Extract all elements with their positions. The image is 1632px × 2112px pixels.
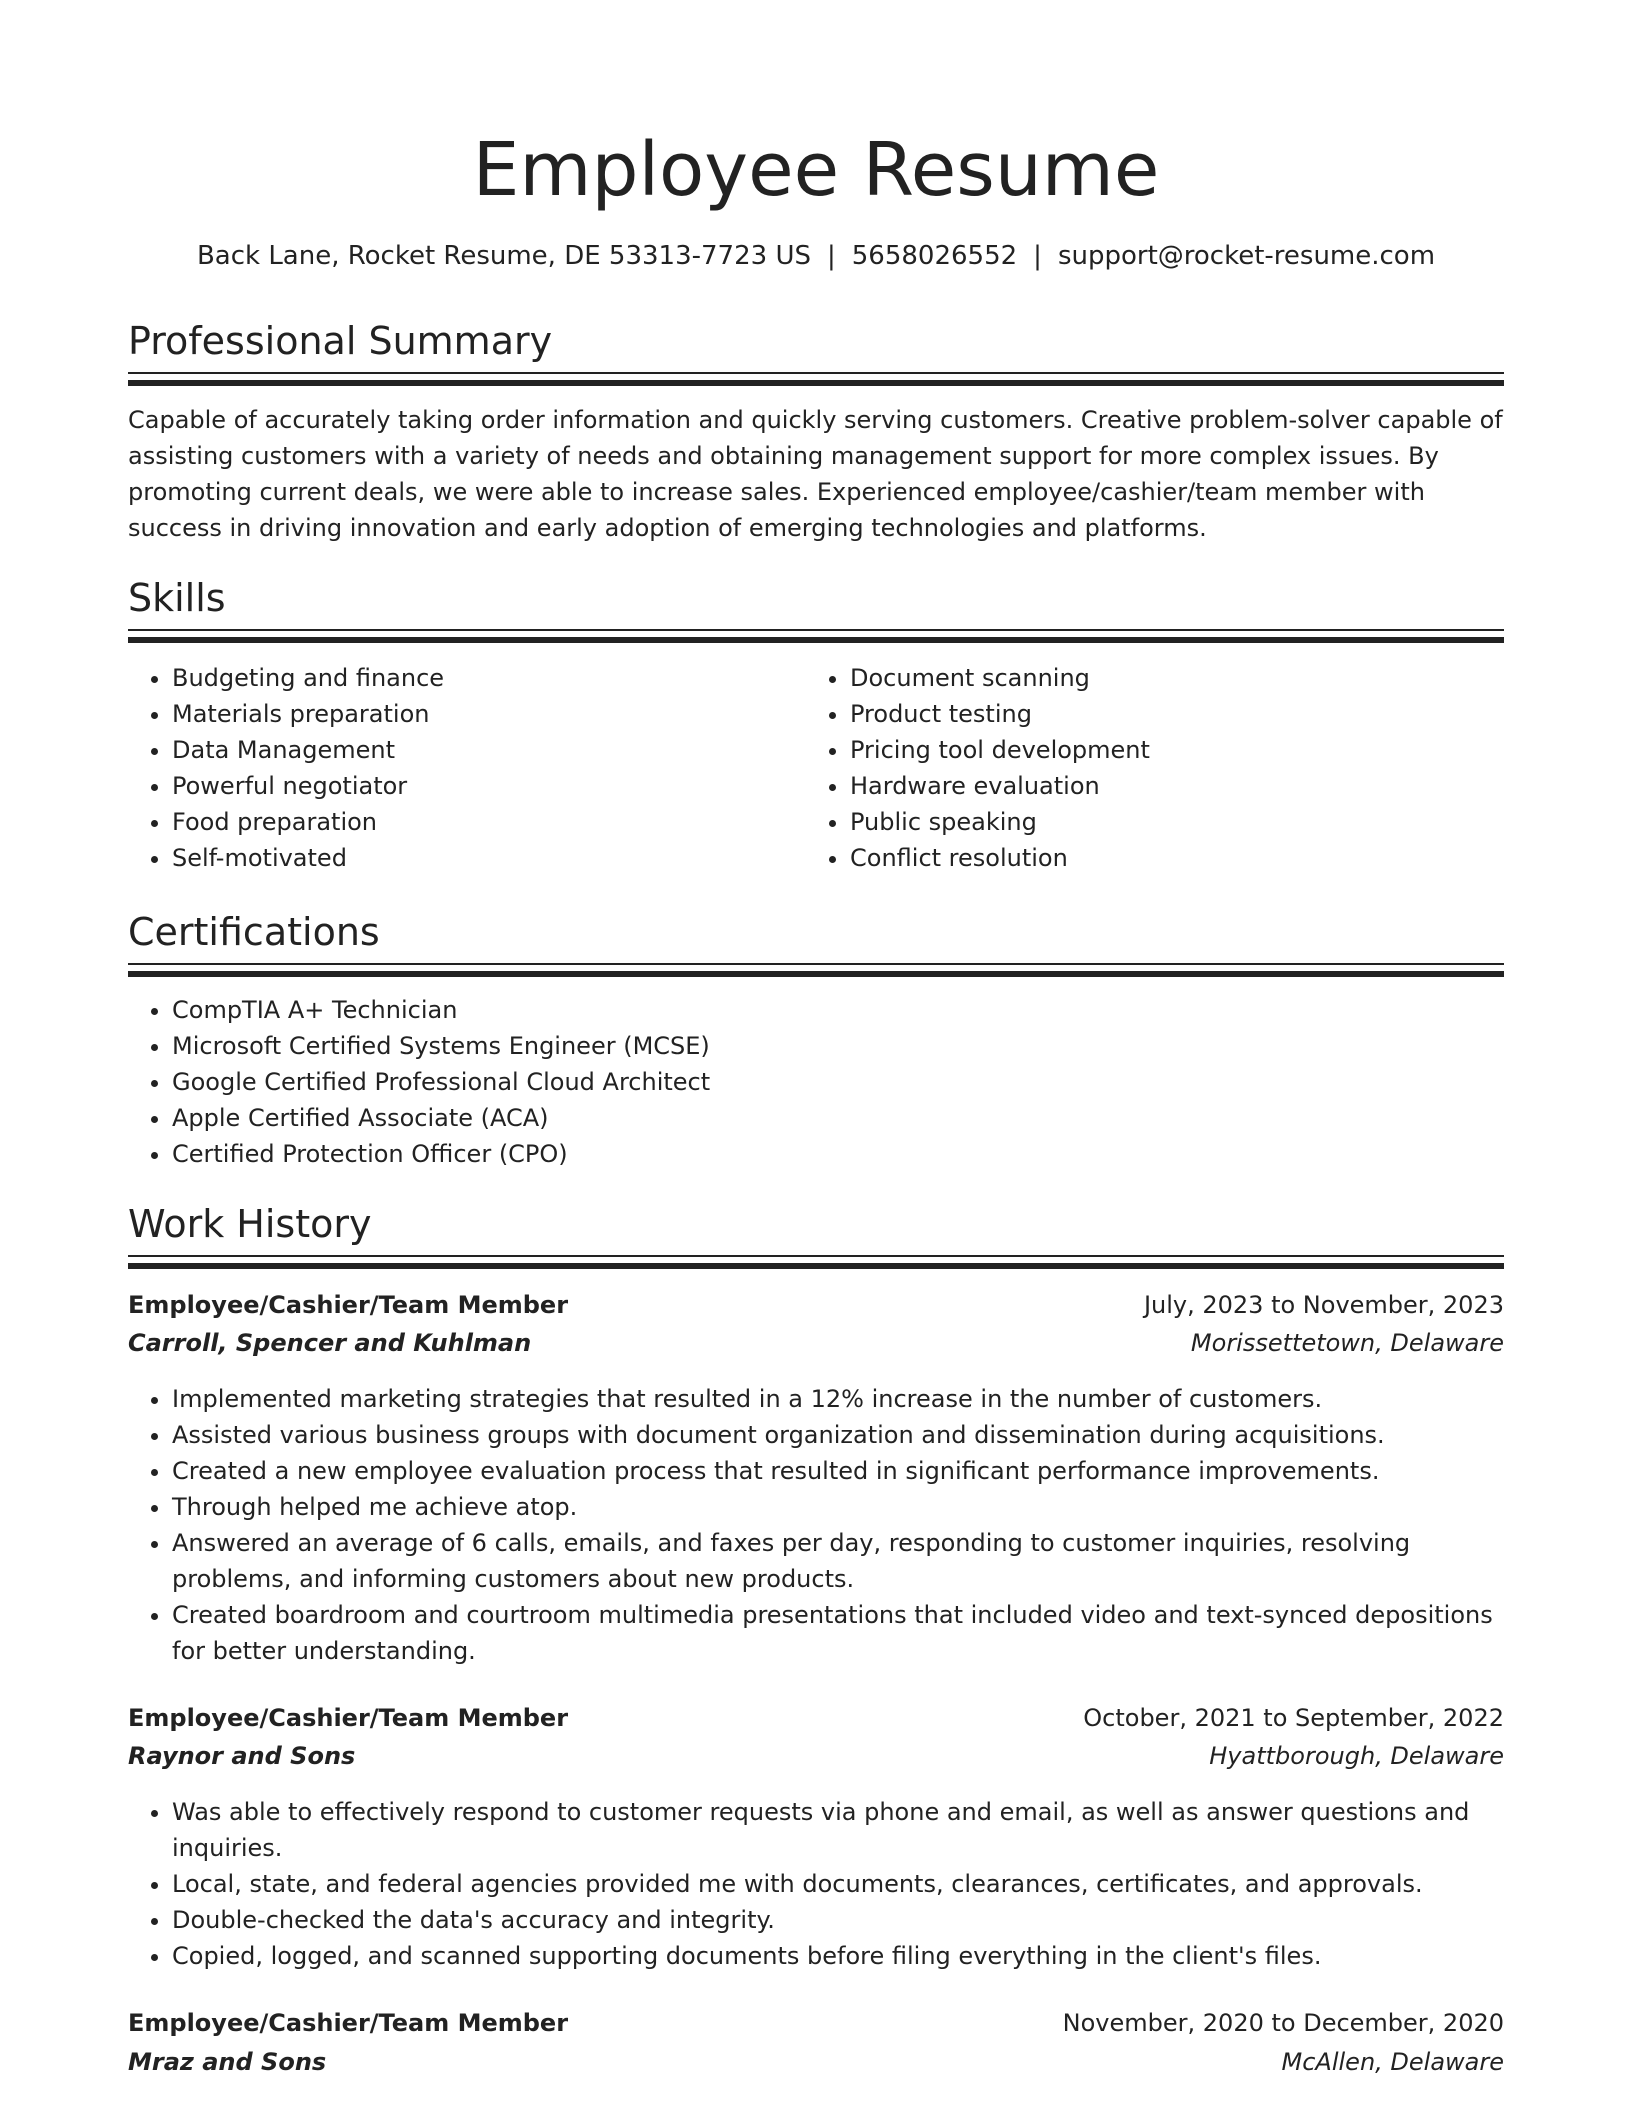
section-title-summary: Professional Summary: [128, 319, 553, 363]
skill-item: • Pricing tool development: [850, 732, 1500, 768]
skill-item: • Materials preparation: [172, 696, 792, 732]
contact-phone: 5658026552: [851, 241, 1018, 271]
contact-separator: |: [1033, 241, 1042, 271]
summary-text: Capable of accurately taking order information and quickly serving customers. Creative problem-solver capable of assisting customers with a variety of needs and obtaining management support for more complex issues. By promoting current deals, we were able to increase sales. Experienced employee/cashier/team member with success in driving innovation and early adoption of emerging technologies and platforms.: [128, 406, 1503, 542]
section-title-skills: Skills: [128, 576, 226, 620]
section-title-certifications: Certifications: [128, 910, 380, 954]
section-divider: [128, 963, 1504, 977]
job-title: Employee/Cashier/Team Member: [128, 1291, 569, 1319]
job-location: Morissettetown, Delaware: [1190, 1329, 1504, 1357]
contact-line: [128, 238, 1504, 274]
job-bullet: • Through helped me achieve atop.: [172, 1489, 1504, 1525]
job-dates: July, 2023 to November, 2023: [1143, 1291, 1504, 1319]
job-bullet: • Assisted various business groups with document organization and dissemination during acquisitions.: [172, 1417, 1504, 1453]
skill-item: • Food preparation: [172, 804, 792, 840]
job-bullets: [128, 1794, 1504, 1974]
job-bullet: • Created boardroom and courtroom multimedia presentations that included video and text-synced depositions for better understanding.: [172, 1597, 1504, 1669]
job-company: Mraz and Sons: [128, 2048, 327, 2076]
job-bullet: • Double-checked the data's accuracy and integrity.: [172, 1902, 1504, 1938]
job-bullets: [128, 1381, 1504, 1669]
section-divider: [128, 629, 1504, 643]
certification-item: • Microsoft Certified Systems Engineer (MCSE): [172, 1028, 1502, 1064]
job-dates: October, 2021 to September, 2022: [1083, 1704, 1504, 1732]
skill-item: • Conflict resolution: [850, 840, 1500, 876]
job-bullet: • Was able to effectively respond to customer requests via phone and email, as well as answer questions and inquiries.: [172, 1794, 1504, 1866]
job-bullet: • Copied, logged, and scanned supporting documents before filing everything in the client's files.: [172, 1938, 1504, 1974]
skills-list-left: [128, 660, 792, 876]
skill-item: • Data Management: [172, 732, 792, 768]
certification-item: • Google Certified Professional Cloud Architect: [172, 1064, 1502, 1100]
section-title-work-history: Work History: [128, 1202, 372, 1246]
contact-address: Back Lane, Rocket Resume, DE 53313-7723 US: [196, 241, 811, 271]
skill-item: • Product testing: [850, 696, 1500, 732]
resume-name: Employee Resume: [472, 127, 1160, 213]
job-bullet: • Local, state, and federal agencies provided me with documents, clearances, certificates, and approvals.: [172, 1866, 1504, 1902]
job-subheader: [128, 1737, 1504, 1775]
contact-email[interactable]: support@rocket-resume.com: [1057, 241, 1436, 271]
job-bullet: • Created a new employee evaluation process that resulted in significant performance improvements.: [172, 1453, 1504, 1489]
job-bullet: • Answered an average of 6 calls, emails, and faxes per day, responding to customer inquiries, resolving problems, and informing customers about new products.: [172, 1525, 1504, 1597]
job-location: McAllen, Delaware: [1281, 2048, 1504, 2076]
job-company: Raynor and Sons: [128, 1742, 356, 1770]
job-title: Employee/Cashier/Team Member: [128, 2009, 569, 2037]
skill-item: • Document scanning: [850, 660, 1500, 696]
skill-item: • Powerful negotiator: [172, 768, 792, 804]
certification-item: • CompTIA A+ Technician: [172, 992, 1502, 1028]
certifications-list: [128, 992, 1502, 1172]
contact-separator: |: [826, 241, 836, 271]
job-subheader: [128, 1324, 1504, 1362]
certification-item: • Apple Certified Associate (ACA): [172, 1100, 1502, 1136]
job-header: [128, 1699, 1504, 1737]
job-location: Hyattborough, Delaware: [1209, 1742, 1504, 1770]
job-dates: November, 2020 to December, 2020: [1062, 2009, 1504, 2037]
job-header: [128, 1286, 1504, 1324]
section-divider: [128, 1255, 1504, 1269]
job-bullet: • Implemented marketing strategies that resulted in a 12% increase in the number of customers.: [172, 1381, 1504, 1417]
certification-item: • Certified Protection Officer (CPO): [172, 1136, 1502, 1172]
skills-list-right: [806, 660, 1500, 876]
skill-item: • Hardware evaluation: [850, 768, 1500, 804]
section-divider: [128, 372, 1504, 386]
job-title: Employee/Cashier/Team Member: [128, 1704, 569, 1732]
job-company: Carroll, Spencer and Kuhlman: [128, 1329, 532, 1357]
skill-item: • Budgeting and finance: [172, 660, 792, 696]
skill-item: • Public speaking: [850, 804, 1500, 840]
job-subheader: [128, 2043, 1504, 2081]
job-header: [128, 2004, 1504, 2042]
skill-item: • Self-motivated: [172, 840, 792, 876]
